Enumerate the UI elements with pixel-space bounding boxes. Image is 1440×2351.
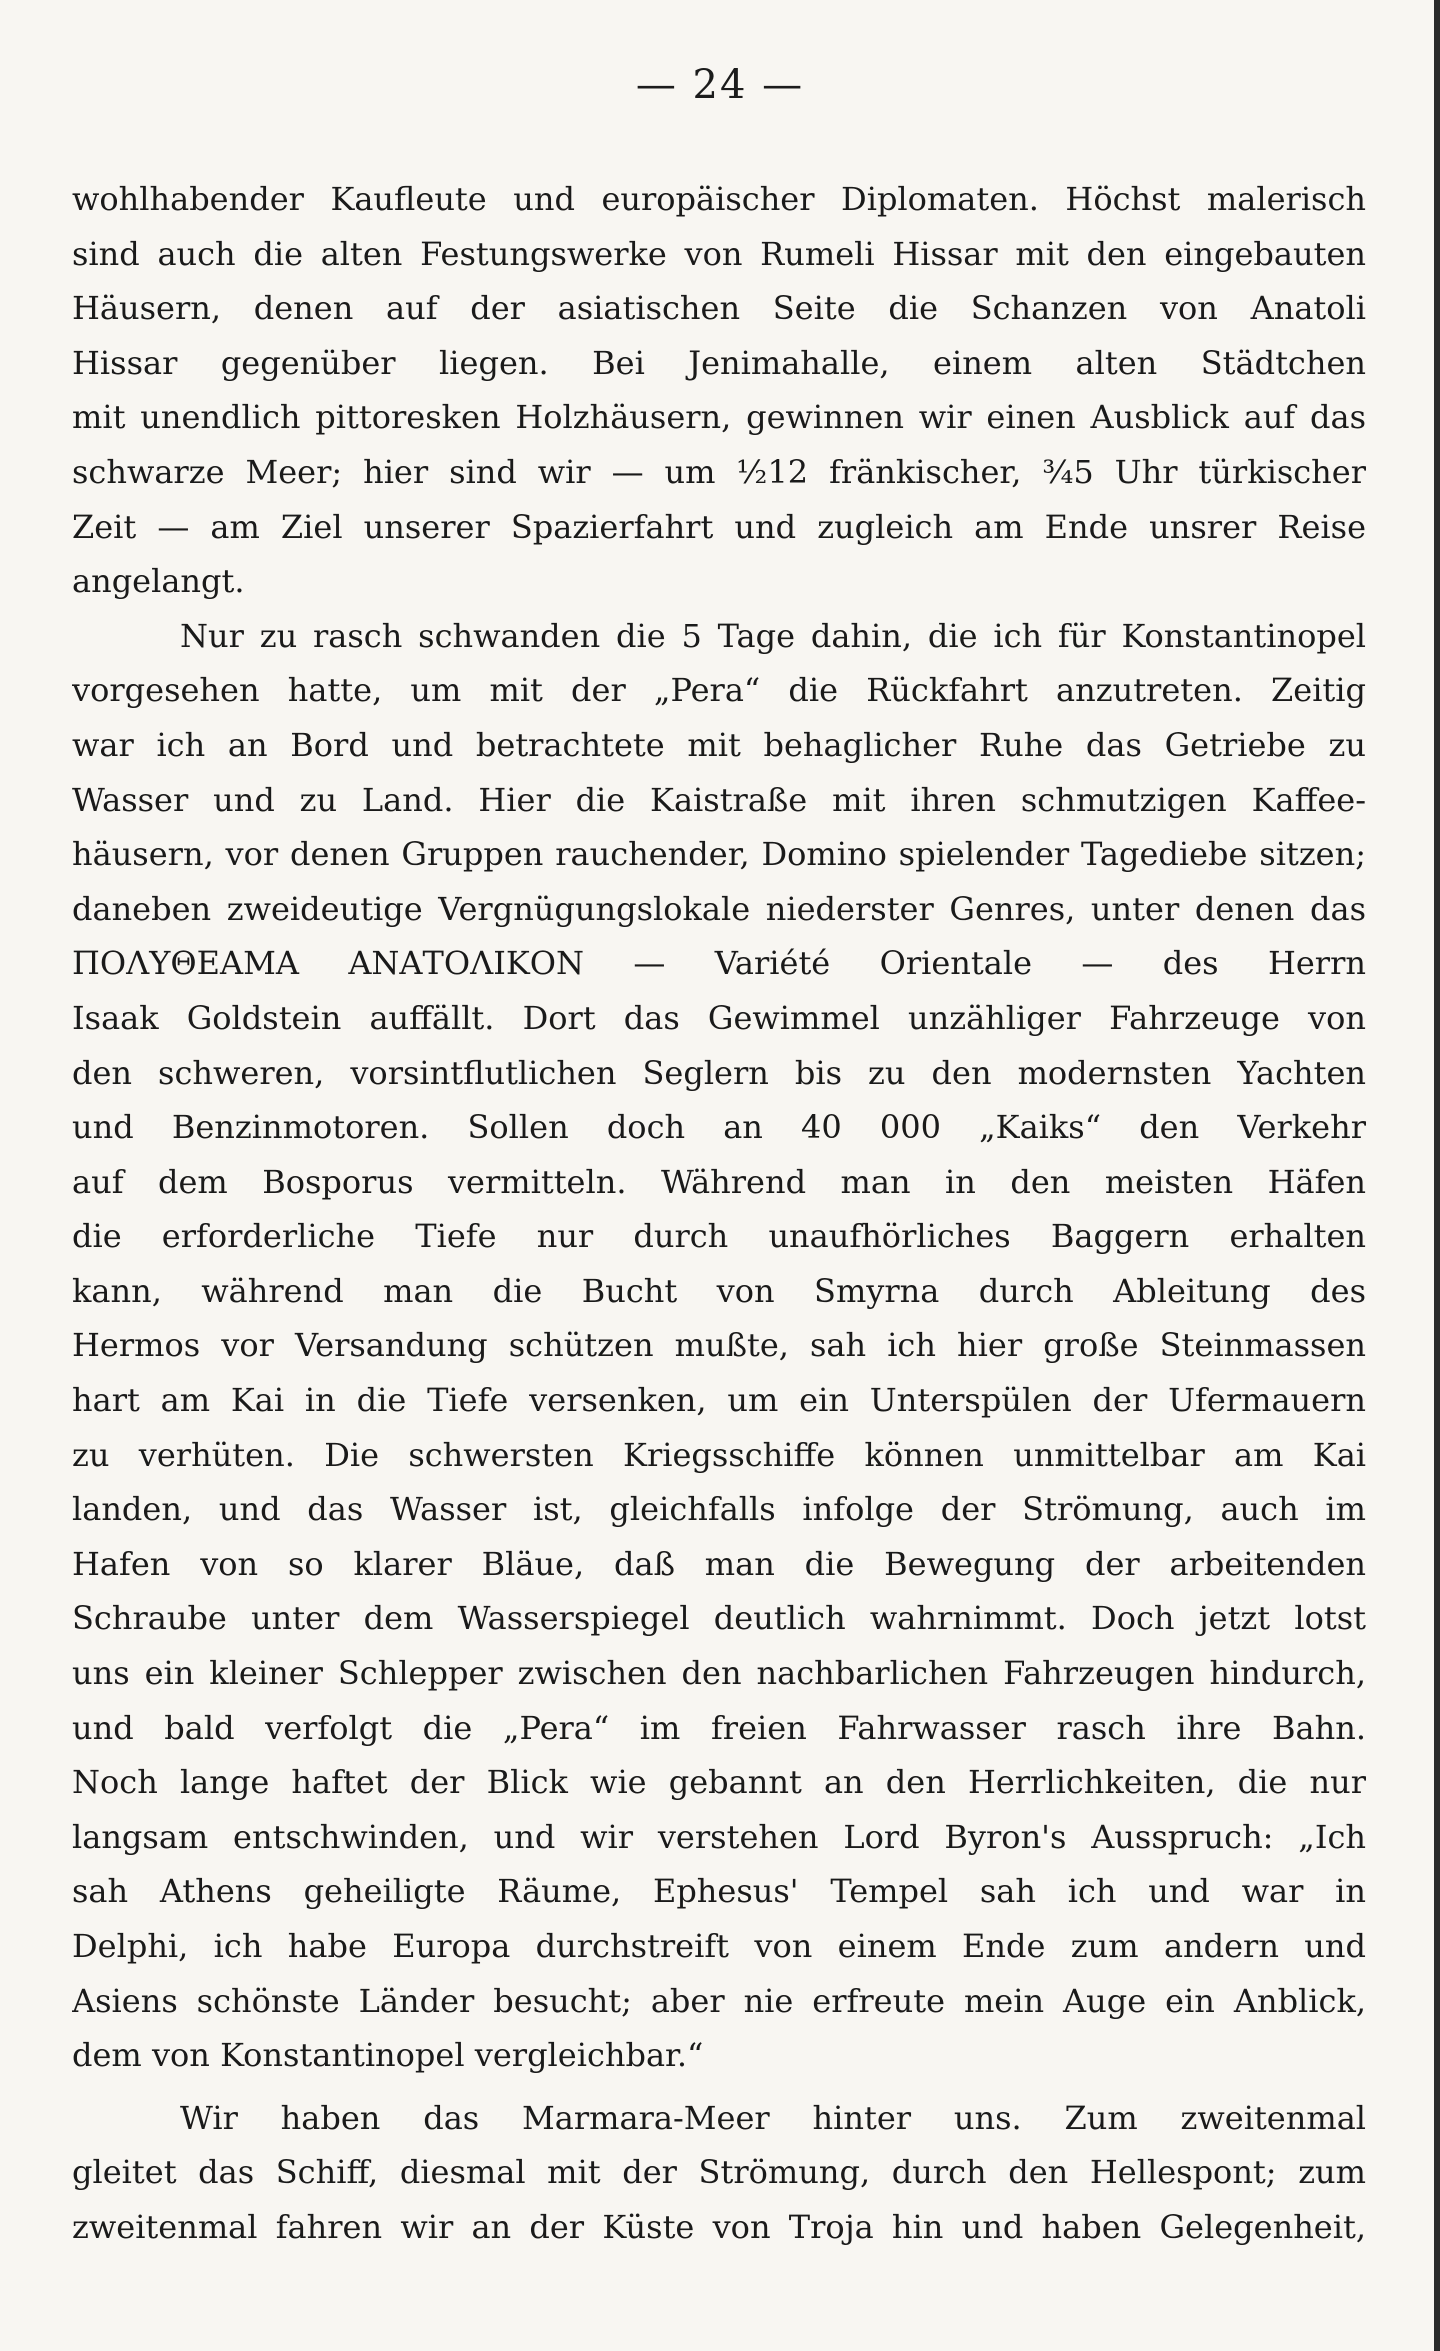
text-line: Hafen von so klarer Bläue, daß man die Bewegung der arbeitenden [72,1544,1366,1583]
text-line: Hissar gegenüber liegen. Bei Jenimahalle, einem alten Städtchen [72,343,1366,382]
text-line: und bald verfolgt die „Pera“ im freien Fahrwasser rasch ihre Bahn. [72,1708,1366,1747]
text-line: zu verhüten. Die schwersten Kriegsschiffe können unmittelbar am Kai [72,1435,1366,1474]
text-line: und Benzinmotoren. Sollen doch an 40 000 „Kaiks“ den Verkehr [72,1108,1366,1147]
text-line: die erforderliche Tiefe nur durch unaufhörliches Baggern erhalten [72,1217,1366,1256]
text-line: dem von Konstantinopel vergleichbar.“ [72,2036,704,2075]
text-line: auf dem Bosporus vermitteln. Während man in den meisten Häfen [72,1162,1366,1201]
text-line: Wir haben das Marmara-Meer hinter uns. Zum zweitenmal [180,2098,1366,2137]
text-line: sah Athens geheiligte Räume, Ephesus' Tempel sah ich und war in [72,1872,1366,1911]
text-line: hart am Kai in die Tiefe versenken, um ein Unterspülen der Ufermauern [72,1381,1366,1420]
text-line: Delphi, ich habe Europa durchstreift von einem Ende zum andern und [72,1927,1366,1965]
text-line: den schweren, vorsintflutlichen Seglern bis zu den modernsten Yachten [72,1053,1366,1092]
text-line: angelangt. [72,562,245,601]
text-line: mit unendlich pittoresken Holzhäusern, gewinnen wir einen Ausblick auf das [72,398,1366,437]
paragraph-2 [72,609,1366,2083]
text-line: Isaak Goldstein auffällt. Dort das Gewimmel unzähliger Fahrzeuge von [72,998,1366,1037]
body-text [72,172,1366,2255]
text-line: wohlhabender Kaufleute und europäischer Diplomaten. Höchst malerisch [72,180,1366,218]
text-line: war ich an Bord und betrachtete mit behaglicher Ruhe das Getriebe zu [72,725,1366,764]
paragraph-spacer [72,2083,1366,2091]
scan-border [1434,0,1440,2351]
text-line: uns ein kleiner Schlepper zwischen den nachbarlichen Fahrzeugen hindurch, [72,1654,1366,1693]
text-line: Noch lange haftet der Blick wie gebannt an den Herrlichkeiten, die nur [72,1763,1366,1802]
text-line: schwarze Meer; hier sind wir — um ½12 fränkischer, ¾5 Uhr türkischer [72,452,1366,491]
text-line: Asiens schönste Länder besucht; aber nie erfreute mein Auge ein Anblick, [72,1981,1366,2020]
text-line: ΠΟΛΥΘΕΑΜΑ ΑΝΑΤΟΛΙΚΟΝ — Variété Orientale — des Herrn [72,944,1366,983]
text-line: Nur zu rasch schwanden die 5 Tage dahin, die ich für Konstantinopel [180,616,1366,655]
text-line: Hermos vor Versandung schützen mußte, sah ich hier große Steinmassen [72,1326,1366,1365]
text-line: Wasser und zu Land. Hier die Kaistraße mit ihren schmutzigen Kaffee- [72,780,1366,819]
page-number: — 24 — [635,62,805,108]
text-line: daneben zweideutige Vergnügungslokale niederster Genres, unter denen das [72,889,1366,928]
text-line: Häusern, denen auf der asiatischen Seite die Schanzen von Anatoli [72,289,1366,328]
text-line: Schraube unter dem Wasserspiegel deutlich wahrnimmt. Doch jetzt lotst [72,1599,1366,1638]
text-line: langsam entschwinden, und wir verstehen Lord Byron's Ausspruch: „Ich [72,1817,1366,1856]
paragraph-1 [72,172,1366,609]
paragraph-3 [72,2091,1366,2255]
text-line: zweitenmal fahren wir an der Küste von Troja hin und haben Gelegenheit, [72,2207,1366,2246]
text-line: sind auch die alten Festungswerke von Rumeli Hissar mit den eingebauten [72,234,1366,273]
text-line: häusern, vor denen Gruppen rauchender, Domino spielender Tagediebe sitzen; [72,835,1366,874]
text-line: Zeit — am Ziel unserer Spazierfahrt und zugleich am Ende unsrer Reise [72,507,1366,546]
text-line: kann, während man die Bucht von Smyrna durch Ableitung des [72,1271,1366,1310]
text-line: gleitet das Schiff, diesmal mit der Strömung, durch den Hellespont; zum [72,2153,1366,2192]
text-line: vorgesehen hatte, um mit der „Pera“ die Rückfahrt anzutreten. Zeitig [72,671,1366,710]
text-line: landen, und das Wasser ist, gleichfalls infolge der Strömung, auch im [72,1490,1366,1529]
